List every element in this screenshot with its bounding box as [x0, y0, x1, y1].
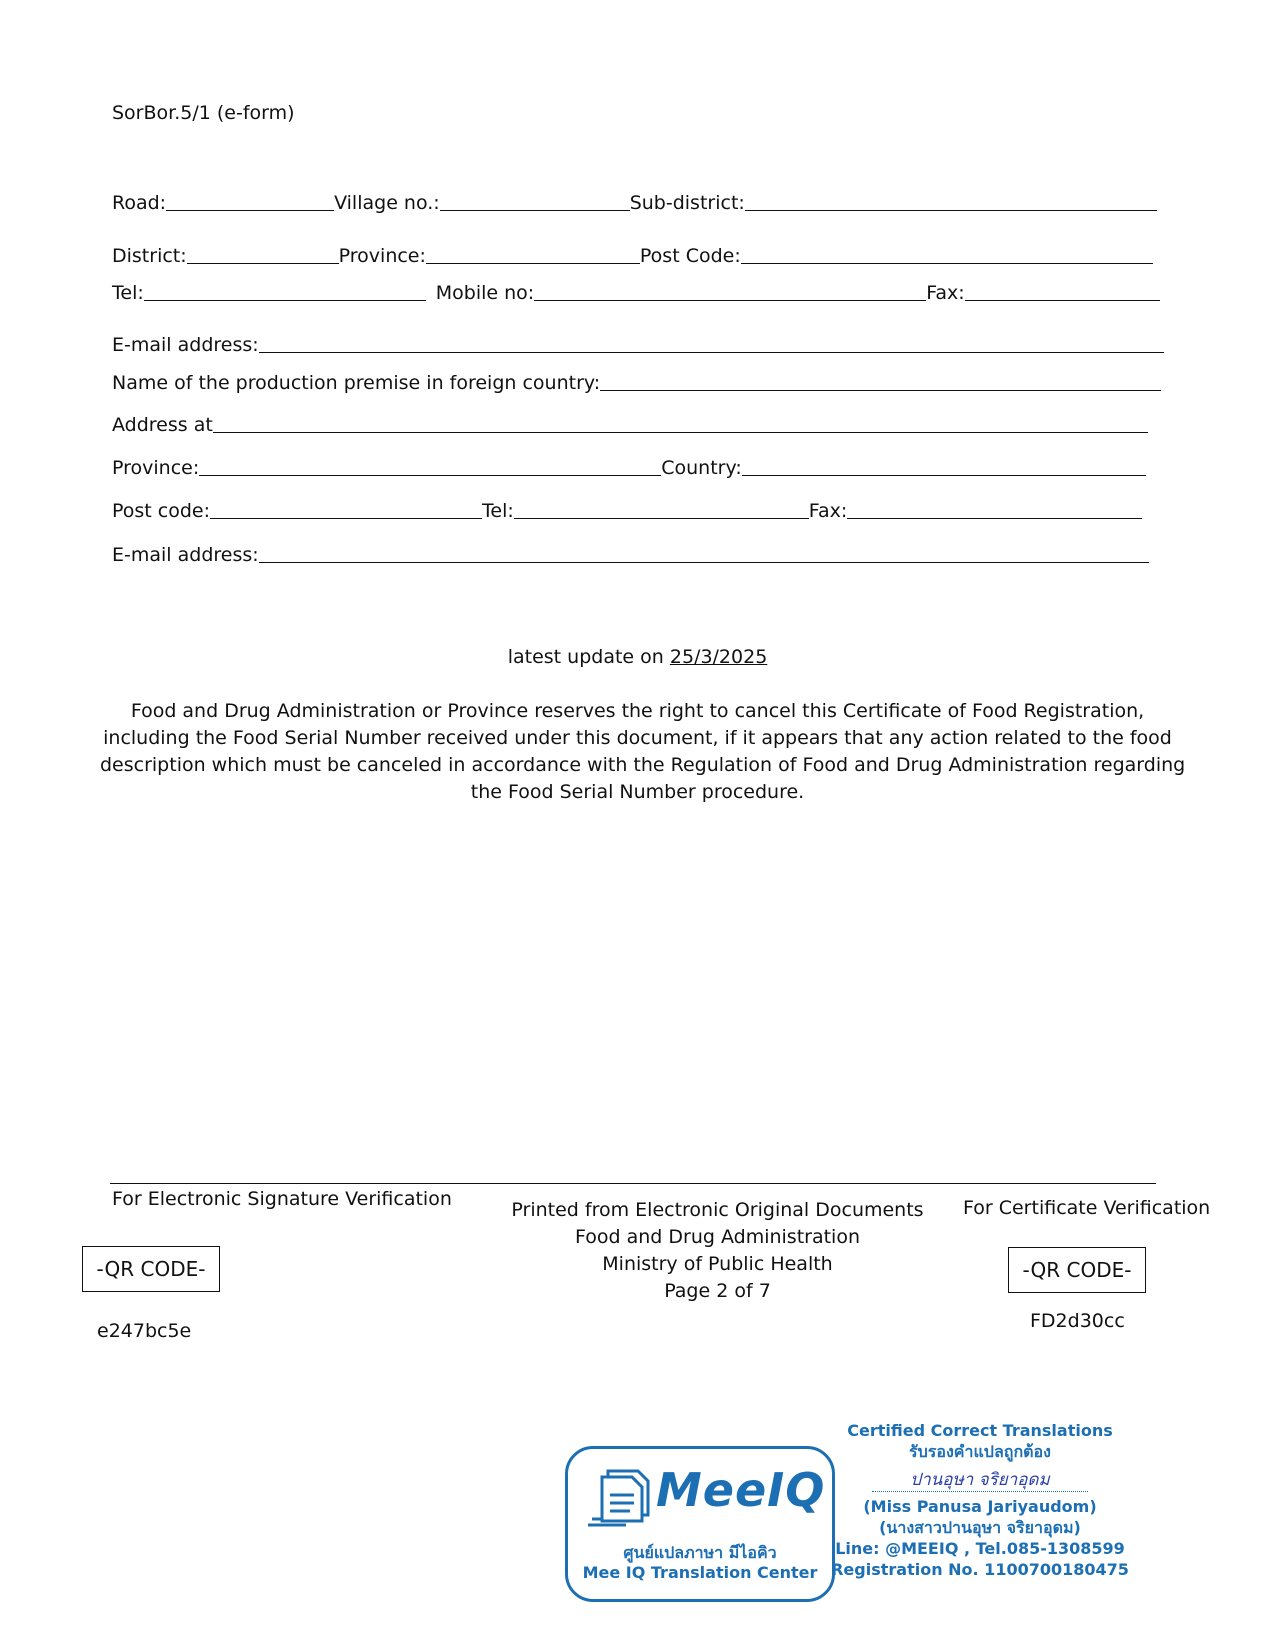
tel-label: Tel:	[112, 282, 144, 304]
mobile-no-field[interactable]	[534, 280, 926, 301]
page-number: Page 2 of 7	[664, 1280, 771, 1302]
foreign-fax-field[interactable]	[847, 498, 1142, 519]
country-field[interactable]	[742, 455, 1146, 476]
address-at-label: Address at	[112, 414, 213, 436]
document-stack-icon	[586, 1467, 656, 1529]
address-at-row	[112, 410, 1148, 436]
foreign-province-field[interactable]	[199, 455, 661, 476]
left-verification-code: e247bc5e	[97, 1320, 192, 1342]
notice-line-4: the Food Serial Number procedure.	[470, 781, 805, 803]
email-label: E-mail address:	[112, 334, 259, 356]
certified-thai: รับรองคำแปลถูกต้อง	[909, 1442, 1051, 1461]
district-label: District:	[112, 245, 187, 267]
email-field[interactable]	[259, 332, 1164, 353]
foreign-fax-label: Fax:	[808, 500, 848, 522]
print-info-line-3: Ministry of Public Health	[602, 1253, 833, 1275]
logo-english-name: Mee IQ Translation Center	[582, 1563, 818, 1582]
foreign-email-label: E-mail address:	[112, 544, 259, 566]
village-no-field[interactable]	[440, 190, 630, 211]
form-code: SorBor.5/1 (e-form)	[112, 102, 295, 124]
province-field[interactable]	[426, 243, 640, 264]
translator-name-thai: (นางสาวปานอุษา จริยาอุดม)	[879, 1518, 1081, 1537]
fax-field[interactable]	[965, 280, 1160, 301]
foreign-tel-label: Tel:	[482, 500, 514, 522]
sub-district-label: Sub-district:	[629, 192, 745, 214]
village-no-label: Village no.:	[334, 192, 440, 214]
road-label: Road:	[112, 192, 167, 214]
right-qr-code[interactable]: -QR CODE-	[1008, 1247, 1146, 1293]
latest-update-date: 25/3/2025	[669, 646, 768, 668]
tel-field[interactable]	[144, 280, 426, 301]
signature-line	[872, 1491, 1088, 1492]
premise-row	[112, 368, 1161, 394]
meeiq-logo	[565, 1446, 835, 1602]
address-at-field[interactable]	[213, 412, 1148, 433]
meeiq-wordmark: MeeIQ	[656, 1463, 826, 1517]
signature-text: ปานอุษา จริยาอุดม	[910, 1470, 1050, 1490]
foreign-post-code-label: Post code:	[112, 500, 211, 522]
province-label: Province:	[338, 245, 426, 267]
foreign-email-field[interactable]	[259, 542, 1149, 563]
right-verification-code: FD2d30cc	[1030, 1310, 1125, 1332]
signature-verification-title: For Electronic Signature Verification	[112, 1188, 452, 1210]
signature	[830, 1462, 1130, 1496]
address-row-1	[112, 188, 1157, 214]
foreign-email-row	[112, 540, 1149, 566]
sub-district-field[interactable]	[745, 190, 1157, 211]
foreign-contact-row	[112, 496, 1142, 522]
left-qr-code[interactable]: -QR CODE-	[82, 1246, 220, 1292]
notice-line-1: Food and Drug Administration or Province reserves the right to cancel this Certificate of Food Registration,	[130, 700, 1145, 722]
certified-english: Certified Correct Translations	[847, 1421, 1113, 1440]
country-label: Country:	[661, 457, 742, 479]
production-premise-label: Name of the production premise in foreign country:	[112, 372, 601, 394]
notice-line-2: including the Food Serial Number received under this document, if it appears that any action related to the food	[103, 727, 1172, 749]
road-field[interactable]	[166, 190, 334, 211]
address-row-3	[112, 278, 1160, 304]
print-info	[495, 1197, 940, 1305]
email-row	[112, 330, 1164, 356]
print-info-line-2: Food and Drug Administration	[575, 1226, 860, 1248]
address-row-2	[112, 241, 1153, 267]
registration-number: Registration No. 1100700180475	[831, 1560, 1129, 1579]
footer-divider	[110, 1183, 1156, 1184]
notice-line-3: description which must be canceled in accordance with the Regulation of Food and Drug Administration regarding	[100, 754, 1186, 776]
logo-thai-name: ศูนย์แปลภาษา มีไอคิว	[623, 1543, 777, 1562]
cancellation-notice	[100, 698, 1186, 806]
fax-label: Fax:	[926, 282, 965, 304]
contact-info: Line: @MEEIQ , Tel.085-1308599	[835, 1539, 1125, 1558]
latest-update	[0, 646, 1275, 668]
foreign-post-code-field[interactable]	[210, 498, 482, 519]
post-code-label: Post Code:	[639, 245, 741, 267]
post-code-field[interactable]	[741, 243, 1153, 264]
foreign-province-row	[112, 453, 1146, 479]
foreign-province-label: Province:	[112, 457, 200, 479]
certificate-verification-title: For Certificate Verification	[963, 1197, 1211, 1219]
print-info-line-1: Printed from Electronic Original Documents	[511, 1199, 924, 1221]
latest-update-prefix: latest update on	[507, 646, 670, 668]
district-field[interactable]	[187, 243, 339, 264]
translator-name-english: (Miss Panusa Jariyaudom)	[863, 1497, 1097, 1516]
foreign-tel-field[interactable]	[514, 498, 809, 519]
certification-block	[830, 1420, 1130, 1580]
production-premise-field[interactable]	[600, 370, 1161, 391]
mobile-no-label: Mobile no:	[435, 282, 535, 304]
